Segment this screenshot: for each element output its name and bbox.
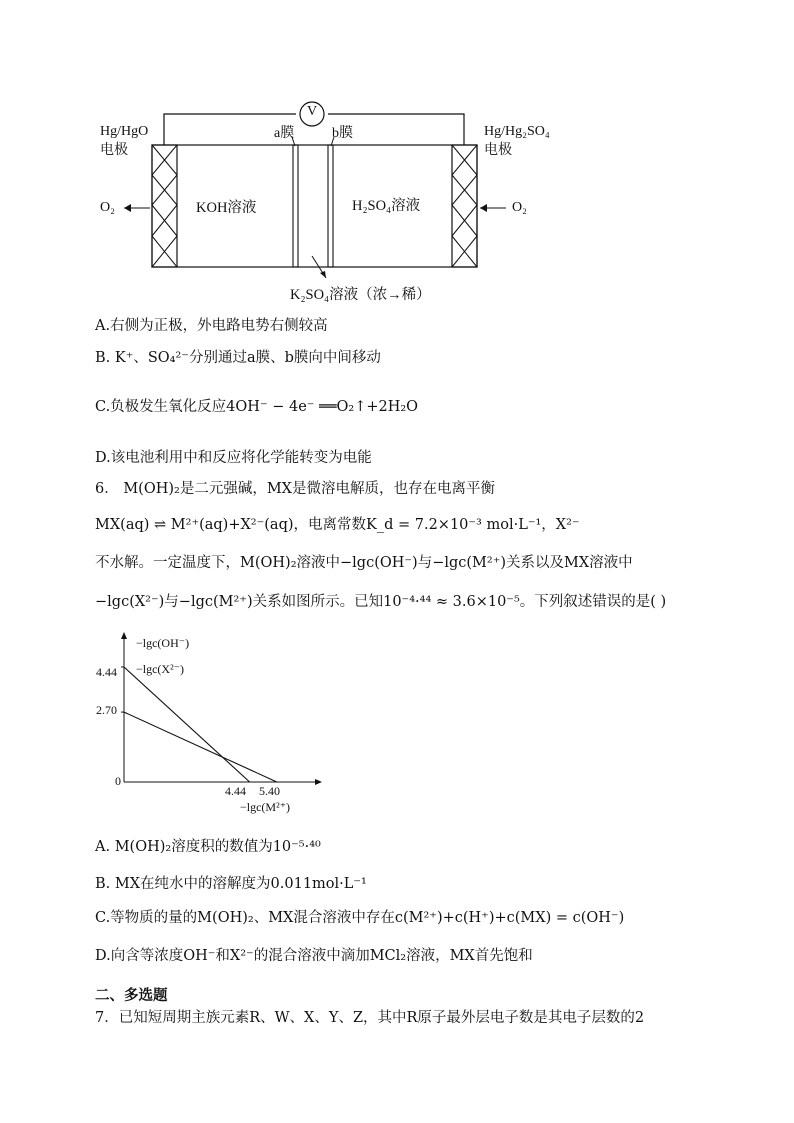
q6-option-b: B. MX在纯水中的溶解度为0.011mol·L⁻¹ (95, 876, 367, 892)
q5-option-b: B. K⁺、SO₄²⁻分别通过a膜、b膜向中间移动 (95, 350, 381, 366)
membrane-b (328, 145, 333, 267)
left-electrode-hatch (152, 145, 177, 267)
right-solution-label: H₂SO₄溶液 (352, 198, 421, 214)
y-tick-0: 0 (115, 774, 121, 788)
membrane-a (293, 145, 298, 267)
left-electrode-label (100, 122, 148, 160)
middle-solution-label: K₂SO₄溶液（浓→稀） (290, 287, 431, 303)
series-oh-line (124, 712, 277, 782)
q6-option-a: A. M(OH)₂溶度积的数值为10⁻⁵·⁴⁰ (95, 839, 321, 855)
q6-line-3: 不水解。一定温度下，M(OH)₂溶液中−lgc(OH⁻)与−lgc(M²⁺)关系以及MX溶液中 (95, 555, 633, 571)
left-solution-label: KOH溶液 (196, 200, 257, 216)
q5-option-c: C.负极发生氧化反应4OH⁻ − 4e⁻ ══O₂↑+2H₂O (95, 399, 419, 415)
chart-svg (90, 630, 330, 820)
chart-ylabel-x: −lgc(X²⁻) (136, 662, 185, 676)
membrane-b-label: b膜 (332, 126, 353, 141)
right-electrode-suffix: 电极 (484, 143, 512, 158)
left-electrode (152, 145, 177, 267)
q6-line-4: −lgc(X²⁻)与−lgc(M²⁺)关系如图所示。已知10⁻⁴·⁴⁴ ≈ 3.6×10⁻⁵。下列叙述错误的是( ) (95, 594, 667, 610)
chart-ylabel-oh: −lgc(OH⁻) (136, 636, 190, 650)
o2-right-arrowhead (480, 204, 487, 212)
o2-left-arrowhead (124, 204, 131, 212)
right-electrode-label (484, 122, 550, 160)
right-electrode (452, 145, 477, 267)
y-tick-270: 2.70 (96, 703, 117, 717)
q6-line-2: MX(aq) ⇌ M²⁺(aq)+X²⁻(aq)，电离常数K_d = 7.2×10⁻³ mol·L⁻¹，X²⁻ (95, 517, 580, 533)
q6-option-d: D.向含等浓度OH⁻和X²⁻的混合溶液中滴加MCl₂溶液，MX首先饱和 (95, 948, 533, 964)
left-electrode-suffix: 电极 (100, 143, 128, 158)
middle-pointer-head (320, 271, 326, 278)
q5-option-d: D.该电池利用中和反应将化学能转变为电能 (95, 450, 372, 466)
q5-option-a: A.右侧为正极，外电路电势右侧较高 (95, 318, 328, 334)
chart-xlabel: −lgc(M²⁺) (240, 800, 291, 814)
membrane-a-label: a膜 (274, 126, 295, 141)
q6-option-c: C.等物质的量的M(OH)₂、MX混合溶液中存在c(M²⁺)+c(H⁺)+c(MX) = c(OH⁻) (95, 910, 625, 926)
o2-right-label: O₂ (512, 200, 527, 215)
x-tick-540: 5.40 (259, 784, 280, 798)
section-heading: 二、多选题 (95, 987, 168, 1004)
right-electrode-name: Hg/Hg₂SO₄ (484, 124, 550, 139)
q6-line-1: 6． M(OH)₂是二元强碱，MX是微溶电解质，也存在电离平衡 (95, 481, 496, 497)
x-tick-444: 4.44 (225, 784, 246, 798)
left-electrode-name: Hg/HgO (100, 124, 149, 139)
series-x2-line (124, 667, 250, 782)
o2-left-label: O₂ (100, 200, 115, 215)
q7-stem: 7．已知短周期主族元素R、W、X、Y、Z，其中R原子最外层电子数是其电子层数的2 (95, 1010, 645, 1026)
x-axis-arrow (315, 779, 322, 785)
right-electrode-hatch (452, 145, 477, 267)
y-tick-444: 4.44 (96, 665, 117, 679)
y-axis-arrow (121, 632, 127, 639)
voltmeter-label: V (307, 104, 318, 119)
